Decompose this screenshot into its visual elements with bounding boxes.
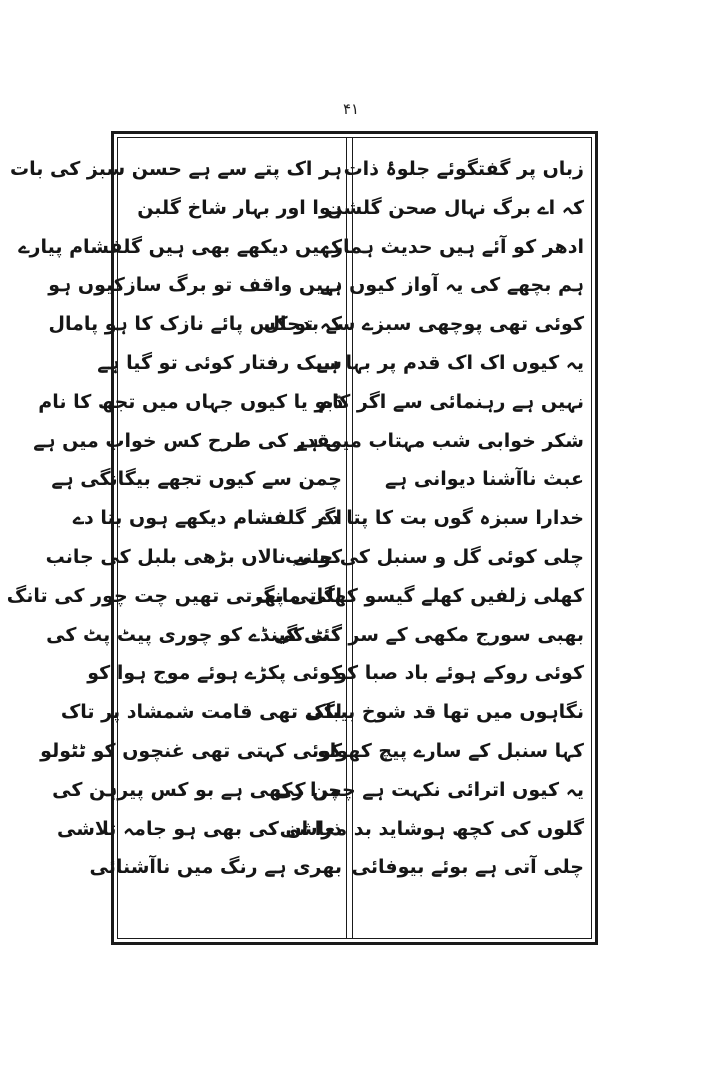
verse-line: ڈبو یا کیوں جہاں میں تجھ کا نام [38, 390, 342, 413]
page-number: ۴۱ [342, 100, 360, 118]
verse-line: چلی کوئی گل و سنبل کی جانب [285, 545, 584, 568]
verse-line: نہیں واقف تو برگ سازکیوں ہو [48, 274, 342, 297]
verse-line: بھری ہے رنگ میں ناآشنائی [89, 856, 342, 879]
verse-line: گلوں کی کچھ ہوشاید بد معاشی [279, 817, 584, 840]
verse-line: ہر اک پتے سے ہے حسن سبز کی بات [10, 158, 342, 180]
verse-line: کوئی کہتی تھی غنچوں کو ٹٹولو [40, 739, 342, 762]
verse-column-right [255, 150, 584, 887]
verse-line: ادھر کو آئے ہیں حدیث ہمارے [320, 235, 584, 258]
verse-line: چمن سے کیوں تجھے بیگانگی ہے [51, 468, 342, 491]
verse-line: گئی گینڈے کو چوری پیٹ پٹ کی [46, 623, 342, 646]
verse-line: چرا رکھی ہے بو کس پیرہن کی [52, 778, 342, 801]
verse-line: لگی تھی قامت شمشاد پر تاک [60, 701, 342, 724]
verse-line: کہ اے برگ نہال صحن گلشن [326, 196, 584, 219]
verse-line: مقدر کی طرح کس خواب میں ہے [33, 429, 342, 452]
verse-line: یہ کیوں اترائی نکہت ہے چمن کی [275, 778, 584, 801]
verse-line: نگاہوں میں تھا قد شوخ بیباک [305, 701, 584, 724]
verse-line: ذرا ان کی بھی ہو جامہ تلاشی [56, 817, 342, 840]
verse-line: نہیں ہے رہنمائی سے اگر کام [318, 390, 584, 413]
verse-line: لگاتی پھرتی تھیں چت چور کی تانگ [6, 584, 342, 607]
verse-line: کوئی نالاں بڑھی بلبل کی جانب [45, 545, 342, 568]
verse-line: سبک رفتار کوئی تو گیا ہے [97, 351, 342, 374]
verse-line: ہم بچھے کی یہ آواز کیوں ہے [320, 274, 584, 297]
verse-line: خدارا سبزہ گوں بت کا پتا دے [318, 507, 584, 530]
verse-column-left [6, 150, 342, 887]
verse-line: کوئی پکڑے ہوئے موج ہوا کو [87, 662, 342, 685]
verse-line: عبث ناآشنا دیوانی ہے [385, 468, 584, 491]
verse-line: چلی آتی ہے بوئے بیوفائی [351, 856, 584, 879]
verse-line: کہا سنبل کے سارے پیچ کھولو [317, 739, 584, 762]
verse-line: کہیں دیکھے بھی ہیں گلفشام پیارے [18, 235, 342, 258]
verse-line: بھبی سورج مکھی کے سر کٹ کی [273, 623, 584, 646]
verse-line: کوئی تھی پوچھی سبزے سے بدحال [263, 313, 584, 336]
verse-line: شکر خوابی شب مہتاب میں ہے [296, 429, 584, 452]
verse-line: کوئی روکے ہوئے باد صبا کو [335, 662, 584, 685]
verse-line: اگر گلفشام دیکھے ہوں بتا دے [72, 507, 342, 530]
verse-line: یہ کیوں اک اک قدم پر بہا ہے [316, 351, 584, 374]
verse-line: کہ تو کس پائے نازک کا ہو پامال [48, 313, 342, 336]
verse-line: کھلی زلفیں کھلے گیسو کھلی مانگ [255, 584, 584, 607]
verse-line: ہوا اور بہار شاخ گلبن [137, 196, 342, 219]
verse-line: زباں پر گفتگوئے جلوۂ ذات [343, 158, 584, 180]
